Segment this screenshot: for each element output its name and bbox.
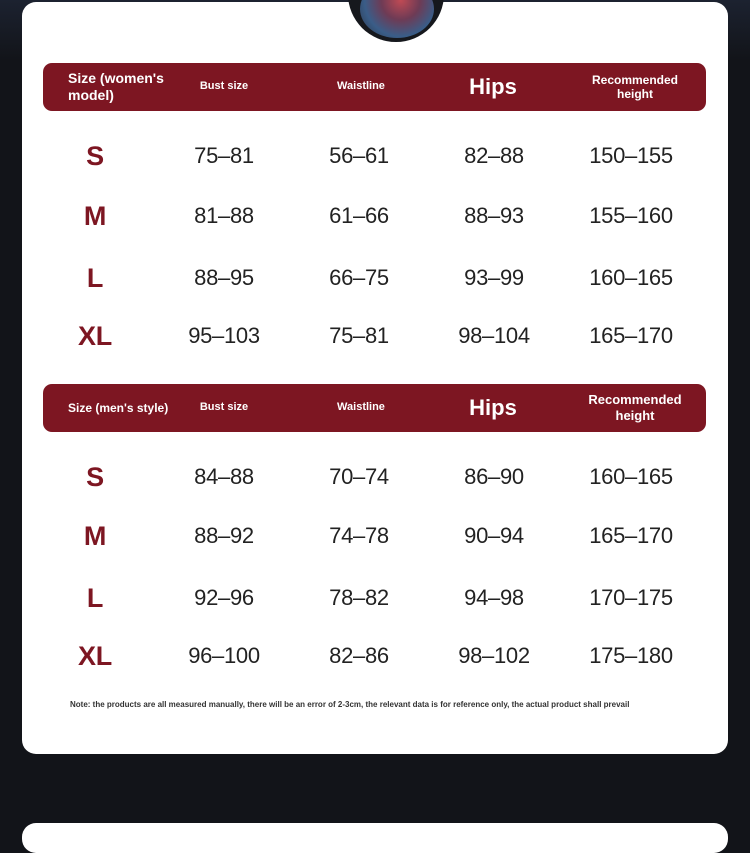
hips-value: 86–90	[464, 464, 524, 489]
size-label: M	[83, 520, 107, 551]
size-label: M	[83, 200, 107, 231]
bust-value: 88–92	[194, 523, 254, 548]
next-card-edge	[22, 823, 728, 853]
bust-value: 92–96	[194, 585, 254, 610]
hips-value: 93–99	[464, 265, 524, 290]
waist-value: 70–74	[329, 464, 389, 489]
bust-value: 75–81	[194, 143, 254, 168]
size-label: L	[86, 582, 104, 613]
bust-value: 84–88	[194, 464, 254, 489]
height-value: 150–155	[589, 143, 673, 168]
header-hips: Hips	[469, 394, 517, 420]
header-hips: Hips	[469, 73, 517, 99]
women-table-header	[43, 63, 706, 111]
measurement-note: Note: the products are all measured manually, there will be an error of 2-3cm, the relevant data is for reference only, the actual product shall prevail	[70, 700, 630, 709]
table-row	[43, 136, 706, 176]
height-value: 155–160	[589, 203, 673, 228]
bust-value: 81–88	[194, 203, 254, 228]
table-row	[43, 516, 706, 556]
waist-value: 78–82	[329, 585, 389, 610]
hips-value: 98–104	[458, 323, 530, 348]
table-row	[43, 258, 706, 298]
waist-value: 61–66	[329, 203, 389, 228]
header-size: Size (women's model)	[68, 70, 164, 103]
hips-value: 82–88	[464, 143, 524, 168]
size-label: S	[86, 140, 104, 171]
header-size: Size (men's style)	[68, 400, 169, 415]
header-height: Recommended height	[591, 72, 679, 101]
header-waist: Waistline	[337, 80, 385, 93]
hips-value: 88–93	[464, 203, 524, 228]
waist-value: 74–78	[329, 523, 389, 548]
table-row	[43, 196, 706, 236]
height-value: 175–180	[589, 643, 673, 668]
hips-value: 90–94	[464, 523, 524, 548]
header-waist: Waistline	[337, 401, 385, 414]
height-value: 165–170	[589, 323, 673, 348]
height-value: 160–165	[589, 265, 673, 290]
height-value: 170–175	[589, 585, 673, 610]
bust-value: 96–100	[188, 643, 260, 668]
bust-value: 95–103	[188, 323, 260, 348]
table-row	[43, 457, 706, 497]
height-value: 160–165	[589, 464, 673, 489]
size-label: XL	[78, 320, 112, 351]
men-table-header	[43, 384, 706, 432]
waist-value: 66–75	[329, 265, 389, 290]
hips-value: 98–102	[458, 643, 530, 668]
waist-value: 56–61	[329, 143, 389, 168]
size-label: XL	[78, 640, 112, 671]
height-value: 165–170	[589, 523, 673, 548]
header-bust: Bust size	[199, 401, 249, 414]
table-row	[43, 636, 706, 676]
hips-value: 94–98	[464, 585, 524, 610]
header-height: Recommended height	[588, 392, 682, 423]
table-row	[43, 316, 706, 356]
header-bust: Bust size	[199, 80, 249, 93]
waist-value: 82–86	[329, 643, 389, 668]
waist-value: 75–81	[329, 323, 389, 348]
bust-value: 88–95	[194, 265, 254, 290]
size-label: L	[86, 262, 104, 293]
size-label: S	[86, 461, 104, 492]
table-row	[43, 578, 706, 618]
